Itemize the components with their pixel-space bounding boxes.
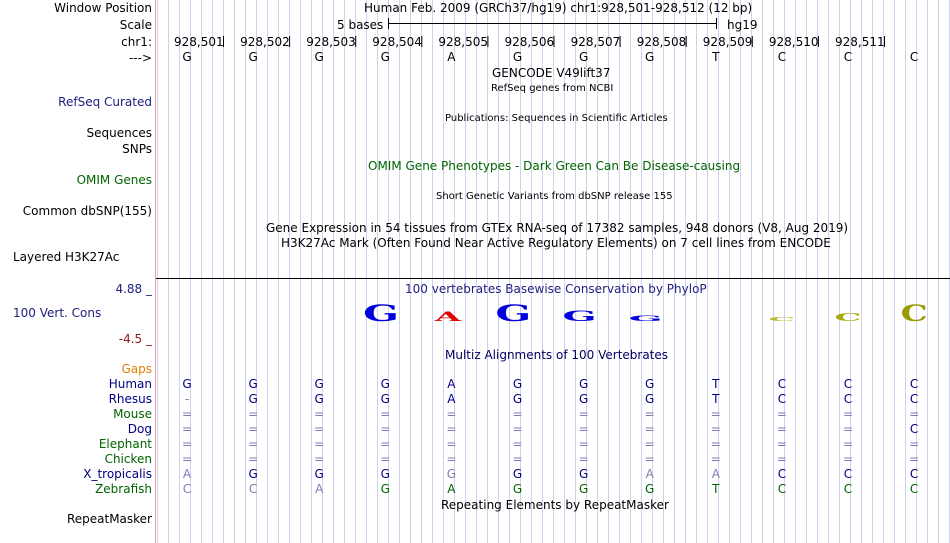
species-label: Mouse	[113, 407, 152, 421]
alignment-base: G	[182, 377, 192, 391]
track-label-dbsnp[interactable]: Common dbSNP(155)	[22, 204, 152, 218]
scale-label: Scale	[119, 18, 152, 32]
alignment-base: =	[710, 452, 721, 466]
alignment-base: A	[447, 377, 456, 391]
ruler-position: 928,507	[570, 35, 621, 49]
h3k27-title: H3K27Ac Mark (Often Found Near Active Regulatory Elements) on 7 cell lines from ENCODE	[281, 236, 831, 250]
alignment-base: =	[380, 407, 391, 421]
alignment-base: G	[578, 467, 589, 481]
alignment-base: C	[843, 392, 853, 406]
alignment-base: A	[182, 467, 192, 481]
dbsnp-title: Short Genetic Variants from dbSNP release 155	[436, 191, 673, 202]
alignment-base: =	[644, 422, 655, 436]
ruler-position: 928,511	[835, 35, 885, 49]
chr-label: chr1:	[121, 35, 152, 49]
ruler-base: G	[248, 50, 258, 64]
alignment-base: C	[777, 482, 787, 496]
alignment-base: C	[777, 467, 787, 481]
alignment-base: C	[843, 377, 853, 391]
species-label: Human	[108, 377, 152, 391]
ruler-base: G	[314, 50, 324, 64]
alignment-base: A	[447, 482, 456, 496]
alignment-base: G	[578, 482, 589, 496]
alignment-base: =	[578, 452, 589, 466]
alignment-base: G	[380, 377, 390, 391]
phylop-logo-letter: G	[363, 299, 400, 327]
alignment-base: G	[645, 482, 655, 496]
alignment-base: G	[380, 467, 390, 481]
track-label-refseq[interactable]: RefSeq Curated	[58, 95, 152, 109]
phylop-logo-letter: G	[562, 308, 597, 325]
multiz-title: Multiz Alignments of 100 Vertebrates	[445, 348, 669, 362]
alignment-base: G	[380, 392, 390, 406]
alignment-base: =	[512, 407, 523, 421]
alignment-base: G	[314, 377, 324, 391]
alignment-base: C	[182, 482, 192, 496]
alignment-base: =	[710, 422, 721, 436]
alignment-base: =	[512, 452, 523, 466]
alignment-base: =	[314, 437, 325, 451]
alignment-base: G	[512, 467, 523, 481]
alignment-base: A	[645, 467, 654, 481]
phylop-logo-letter: G	[628, 314, 663, 323]
alignment-base: C	[843, 467, 853, 481]
alignment-base: G	[314, 467, 324, 481]
alignment-base: G	[512, 392, 523, 406]
alignment-base: =	[842, 407, 854, 421]
alignment-base: C	[909, 422, 919, 436]
alignment-base: =	[446, 452, 457, 466]
alignment-base: G	[645, 392, 655, 406]
alignment-base: C	[843, 482, 853, 496]
alignment-base: G	[248, 392, 258, 406]
alignment-base: G	[578, 377, 589, 391]
alignment-base: =	[181, 422, 193, 436]
alignment-base: =	[842, 437, 854, 451]
alignment-base: G	[645, 377, 655, 391]
alignment-base: G	[512, 482, 523, 496]
track-label-h3k27ac[interactable]: Layered H3K27Ac	[13, 250, 120, 264]
alignment-base: G	[314, 392, 324, 406]
alignment-base: G	[380, 482, 390, 496]
alignment-base: =	[380, 422, 391, 436]
alignment-base: =	[314, 452, 325, 466]
alignment-base: =	[776, 452, 787, 466]
ruler-base: T	[712, 50, 720, 64]
alignment-base: C	[909, 392, 919, 406]
alignment-base: =	[181, 452, 193, 466]
alignment-base: =	[446, 422, 457, 436]
alignment-base: C	[909, 377, 919, 391]
alignment-base: =	[181, 407, 193, 421]
alignment-base: =	[909, 452, 920, 466]
ruler-base: C	[909, 50, 919, 64]
ruler-position: 928,501	[174, 35, 224, 49]
alignment-base: =	[578, 437, 589, 451]
species-label: Dog	[127, 422, 152, 436]
alignment-base: =	[380, 452, 391, 466]
alignment-base: =	[776, 422, 787, 436]
alignment-base: =	[842, 452, 854, 466]
alignment-base: =	[776, 437, 787, 451]
species-label: Rhesus	[108, 392, 152, 406]
publications-title: Publications: Sequences in Scientific Articles	[445, 113, 668, 124]
gtex-title: Gene Expression in 54 tissues from GTEx RNA-seq of 17382 samples, 948 donors (V8, Aug 2019)	[266, 221, 849, 235]
ruler-base: C	[843, 50, 853, 64]
alignment-base: T	[712, 392, 720, 406]
alignment-base: G	[512, 377, 523, 391]
alignment-base: =	[578, 407, 589, 421]
species-label: Zebrafish	[95, 482, 152, 496]
alignment-base: =	[644, 407, 655, 421]
alignment-base: -	[184, 392, 190, 406]
scale-text: 5 bases	[337, 18, 384, 32]
ruler-position: 928,506	[504, 35, 555, 49]
alignment-base: =	[181, 437, 193, 451]
alignment-base: =	[446, 437, 457, 451]
alignment-base: =	[248, 452, 259, 466]
alignment-base: =	[644, 437, 655, 451]
gencode-title: GENCODE V49lift37	[492, 66, 611, 80]
phylop-min-label: -4.5 _	[118, 332, 152, 346]
alignment-base: A	[447, 392, 456, 406]
alignment-base: =	[512, 437, 523, 451]
refseq-subtitle: RefSeq genes from NCBI	[491, 83, 614, 94]
gaps-label: Gaps	[121, 362, 152, 376]
alignment-base: A	[711, 467, 720, 481]
track-label-repeatmasker[interactable]: RepeatMasker	[66, 512, 152, 526]
ruler-position: 928,503	[306, 35, 356, 49]
phylop-logo-letter: C	[834, 310, 862, 324]
alignment-base: G	[446, 467, 457, 481]
alignment-base: C	[248, 482, 258, 496]
ruler-base: G	[578, 50, 589, 64]
repeat-title: Repeating Elements by RepeatMasker	[441, 498, 669, 512]
omim-title: OMIM Gene Phenotypes - Dark Green Can Be Disease-causing	[368, 159, 741, 173]
alignment-base: =	[909, 407, 920, 421]
ruler-position: 928,504	[372, 35, 422, 49]
alignment-base: G	[248, 467, 258, 481]
track-label-cons[interactable]: 100 Vert. Cons	[13, 306, 102, 320]
ruler-position: 928,510	[768, 35, 819, 49]
ruler-position: 928,502	[240, 35, 290, 49]
alignment-base: =	[314, 407, 325, 421]
alignment-base: =	[248, 437, 259, 451]
phylop-logo-letter: G	[495, 299, 532, 327]
alignment-base: =	[710, 437, 721, 451]
alignment-base: G	[248, 377, 258, 391]
strand-label: --->	[128, 51, 152, 65]
window-position-label: Window Position	[54, 1, 152, 15]
alignment-base: C	[777, 377, 787, 391]
alignment-base: T	[712, 482, 720, 496]
species-label: Chicken	[104, 452, 152, 466]
ruler-position: 928,505	[438, 35, 489, 49]
alignment-base: =	[314, 422, 325, 436]
ruler-base: G	[512, 50, 523, 64]
alignment-base: =	[578, 422, 589, 436]
species-label: Elephant	[98, 437, 152, 451]
alignment-base: =	[842, 422, 854, 436]
alignment-base: A	[315, 482, 324, 496]
phylop-logo-letter: A	[434, 309, 462, 325]
track-label-snps[interactable]: SNPs	[122, 142, 152, 156]
alignment-base: =	[512, 422, 523, 436]
alignment-base: =	[248, 422, 259, 436]
phylop-title: 100 vertebrates Basewise Conservation by PhyloP	[405, 282, 707, 296]
phylop-logo-letter: C	[900, 299, 928, 327]
alignment-base: C	[777, 392, 787, 406]
alignment-base: C	[909, 467, 919, 481]
alignment-base: =	[776, 407, 787, 421]
alignment-base: G	[578, 392, 589, 406]
alignment-base: C	[909, 482, 919, 496]
ruler-base: G	[645, 50, 655, 64]
ruler-base: G	[182, 50, 192, 64]
alignment-base: =	[909, 437, 920, 451]
track-label-omim[interactable]: OMIM Genes	[76, 173, 152, 187]
alignment-base: T	[712, 377, 720, 391]
alignment-base: =	[710, 407, 721, 421]
track-label-sequences[interactable]: Sequences	[86, 126, 152, 140]
ruler-position: 928,509	[702, 35, 753, 49]
ruler-base: G	[380, 50, 390, 64]
ruler-base: A	[447, 50, 456, 64]
phylop-max-label: 4.88 _	[115, 282, 152, 296]
phylop-logo-letter: C	[768, 315, 796, 323]
scale-db: hg19	[727, 18, 758, 32]
ruler-position: 928,508	[636, 35, 687, 49]
alignment-base: =	[644, 452, 655, 466]
assembly-title: Human Feb. 2009 (GRCh37/hg19) chr1:928,501-928,512 (12 bp)	[364, 1, 753, 15]
alignment-base: =	[446, 407, 457, 421]
alignment-base: =	[248, 407, 259, 421]
species-label: X_tropicalis	[83, 467, 152, 481]
ruler-base: C	[777, 50, 787, 64]
alignment-base: =	[380, 437, 391, 451]
